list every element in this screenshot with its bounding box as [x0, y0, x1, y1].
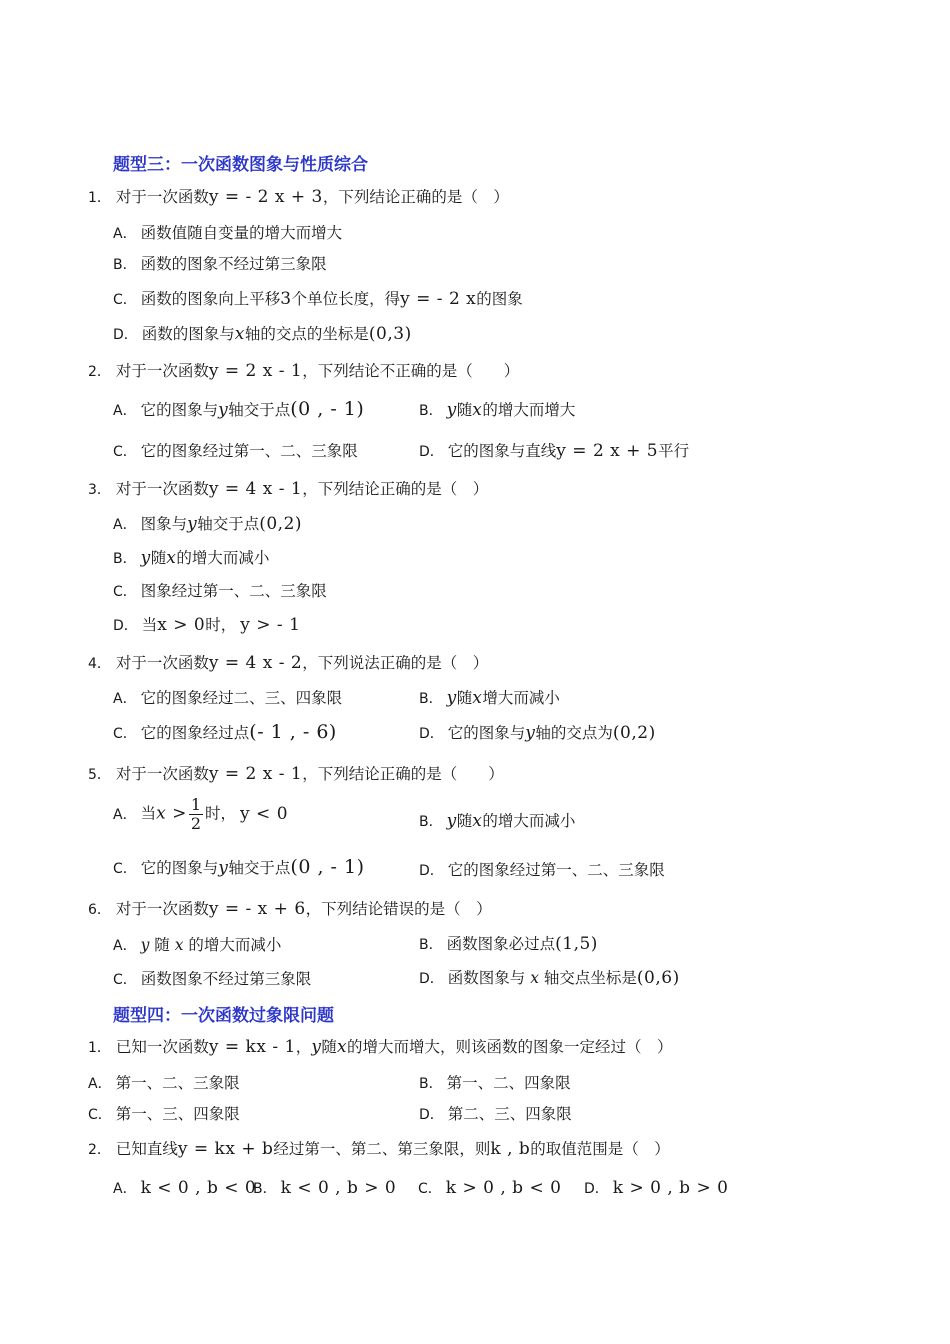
- option-expression: k < 0 , b > 0: [280, 1178, 397, 1198]
- function-expression: y = - 2 x + 3: [208, 187, 323, 207]
- q5-option-d[interactable]: [419, 858, 665, 880]
- option-label: C．: [418, 1181, 442, 1197]
- q5-option-c[interactable]: [113, 856, 365, 878]
- q3-option-d[interactable]: [113, 613, 300, 635]
- option-label: C．: [113, 861, 137, 877]
- option-text: 函数的图象与: [141, 325, 235, 343]
- option-text: 的增大而减小: [183, 936, 282, 954]
- question-7: [88, 1035, 673, 1057]
- question-stem-post: ，下列结论错误的是（ ）: [305, 900, 492, 918]
- question-number: 1．: [88, 1040, 111, 1056]
- option-text: 轴的交点为: [535, 724, 613, 742]
- question-stem-post: 的取值范围是（ ）: [530, 1140, 670, 1158]
- option-text: 轴交于点: [228, 401, 291, 419]
- option-text: 它的图象经过第一、二、三象限: [447, 861, 665, 879]
- option-text: 的增大而增大: [482, 401, 576, 419]
- option-text: 平行: [658, 442, 690, 460]
- q1-option-d[interactable]: [113, 322, 412, 344]
- option-text: 增大而减小: [482, 689, 560, 707]
- question-4: [88, 651, 488, 673]
- question-number: 2．: [88, 364, 111, 380]
- option-text: 时，: [205, 804, 237, 823]
- function-expression: y = 4 x - 1: [208, 479, 303, 499]
- q5-option-b[interactable]: [419, 809, 575, 831]
- option-text: 函数图象与: [447, 969, 531, 987]
- question-stem-post: ，下列说法正确的是（ ）: [302, 654, 489, 672]
- question-stem-text: 经过第一、第二、第三象限，则: [273, 1140, 491, 1158]
- function-expression: y = kx + b: [177, 1139, 274, 1159]
- option-expression: (0,3): [368, 324, 412, 344]
- question-number: 1．: [88, 190, 111, 206]
- function-expression: y = - x + 6: [208, 899, 306, 919]
- option-expression: (0,2): [259, 514, 303, 534]
- option-text: 轴的交点的坐标是: [244, 325, 369, 343]
- q4-option-b[interactable]: [419, 686, 560, 708]
- option-label: C．: [113, 444, 137, 460]
- option-text: 图象经过第一、二、三象限: [140, 582, 327, 600]
- function-expression: y = kx - 1: [208, 1037, 296, 1057]
- q4-option-c[interactable]: [113, 721, 337, 743]
- section-heading-3: 题型三：一次函数图象与性质综合: [113, 155, 368, 175]
- option-label: D．: [113, 618, 138, 634]
- option-expression: y < 0: [240, 803, 289, 824]
- option-text: 第一、二、三象限: [115, 1074, 240, 1092]
- option-text: 它的图象经过第一、二、三象限: [140, 442, 358, 460]
- variable-y: y: [525, 723, 536, 743]
- q1-option-c[interactable]: [113, 287, 523, 309]
- variable-x: x: [174, 936, 184, 954]
- option-label: D．: [419, 971, 444, 987]
- option-text: 它的图象经过点: [140, 724, 250, 742]
- q2-option-a[interactable]: [113, 398, 364, 420]
- option-text: 轴交于点: [228, 859, 291, 877]
- question-stem-pre: 对于一次函数: [115, 188, 209, 206]
- option-label: B．: [419, 691, 443, 707]
- option-label: C．: [113, 584, 137, 600]
- option-expression: k > 0 , b < 0: [445, 1178, 562, 1198]
- q7-option-c[interactable]: [88, 1102, 240, 1124]
- question-2: [88, 359, 519, 381]
- option-text: 个单位长度，得: [291, 290, 401, 308]
- question-stem-post: ，下列结论正确的是（ ）: [302, 765, 504, 783]
- q4-option-a[interactable]: [113, 686, 342, 708]
- option-expression: (1,5): [555, 934, 598, 954]
- q3-option-c[interactable]: [113, 579, 327, 601]
- option-label: B．: [419, 937, 443, 953]
- q6-option-a[interactable]: [113, 933, 281, 955]
- option-expression: (0,6): [636, 968, 680, 988]
- option-expression: k > 0 , b > 0: [612, 1178, 729, 1198]
- question-number: 6．: [88, 902, 111, 918]
- option-label: B．: [253, 1181, 277, 1197]
- variable-y: y: [218, 858, 229, 878]
- option-label: A．: [113, 1181, 137, 1197]
- option-text: 的增大而减小: [176, 549, 270, 567]
- option-label: A．: [113, 226, 137, 242]
- option-label: A．: [88, 1076, 112, 1092]
- option-label: D．: [419, 444, 444, 460]
- q2-option-b[interactable]: [419, 398, 575, 420]
- question-6: [88, 897, 492, 919]
- q1-option-b[interactable]: [113, 252, 327, 274]
- question-stem-text: ，: [295, 1038, 312, 1056]
- fraction-numerator: 1: [190, 795, 202, 814]
- option-text: 函数图象必过点: [446, 935, 556, 953]
- option-expression: k < 0 , b < 0: [140, 1178, 257, 1198]
- variable-y: y: [140, 548, 151, 568]
- option-label: A．: [113, 517, 137, 533]
- option-expression: (0 , - 1): [290, 398, 365, 420]
- variable-x: x: [530, 969, 539, 987]
- option-text: 时，: [205, 616, 237, 634]
- question-stem-pre: 对于一次函数: [115, 654, 209, 672]
- option-label: C．: [113, 292, 137, 308]
- fraction-denominator: 2: [190, 814, 202, 833]
- question-number: 4．: [88, 656, 111, 672]
- q4-option-d[interactable]: [419, 721, 656, 743]
- option-label: D．: [419, 1107, 444, 1123]
- option-text: 它的图象与: [140, 859, 219, 877]
- option-text: 随: [150, 549, 167, 567]
- q6-option-d[interactable]: [419, 966, 680, 988]
- option-text: 它的图象与: [140, 401, 219, 419]
- option-label: D．: [419, 863, 444, 879]
- variable-x: x: [472, 811, 483, 831]
- q1-option-a[interactable]: [113, 221, 342, 243]
- variable-y: y: [140, 936, 150, 954]
- option-label: C．: [88, 1107, 112, 1123]
- option-text: 第二、三、四象限: [447, 1105, 572, 1123]
- option-text: 的增大而减小: [482, 812, 576, 830]
- option-label: D．: [584, 1181, 609, 1197]
- variable-y: y: [446, 688, 457, 708]
- q7-option-a[interactable]: [88, 1071, 240, 1093]
- option-label: D．: [113, 327, 138, 343]
- section-heading-4: 题型四：一次函数过象限问题: [113, 1006, 334, 1026]
- option-text: 函数值随自变量的增大而增大: [140, 224, 343, 242]
- variable-x: x >: [156, 803, 187, 824]
- option-text: 函数图象不经过第三象限: [140, 970, 312, 988]
- question-stem-pre: 已知一次函数: [115, 1038, 209, 1056]
- question-stem-post: 的增大而增大，则该函数的图象一定经过（ ）: [347, 1038, 673, 1056]
- option-text: 它的图象与: [447, 724, 526, 742]
- option-label: A．: [113, 403, 137, 419]
- option-text: 轴交于点: [197, 515, 260, 533]
- option-label: C．: [113, 726, 137, 742]
- option-text: 函数的图象向上平移: [140, 290, 281, 308]
- q8-option-b[interactable]: [253, 1178, 396, 1198]
- option-text: 的图象: [476, 290, 523, 308]
- option-number: 3: [280, 289, 292, 309]
- question-stem-text: 随: [321, 1038, 337, 1056]
- option-expression: y = 2 x + 5: [556, 441, 659, 461]
- variable-x: x: [166, 548, 177, 568]
- option-label: B．: [113, 551, 137, 567]
- question-stem-post: ，下列结论正确的是（ ）: [322, 188, 509, 206]
- question-1: [88, 185, 509, 207]
- variable-y: y: [218, 400, 229, 420]
- q7-option-b[interactable]: [419, 1071, 571, 1093]
- q3-option-a[interactable]: [113, 512, 302, 534]
- q2-option-d[interactable]: [419, 439, 689, 461]
- question-stem-post: ，下列结论正确的是（ ）: [302, 480, 489, 498]
- option-text: 随: [456, 401, 473, 419]
- q8-option-d[interactable]: [584, 1178, 728, 1198]
- option-text: 随: [456, 689, 473, 707]
- option-label: A．: [113, 806, 137, 823]
- option-text: 它的图象与直线: [447, 442, 557, 460]
- option-text: 轴交点坐标是: [538, 969, 637, 987]
- option-text: 图象与: [140, 515, 188, 533]
- option-label: A．: [113, 938, 137, 954]
- variable-x: x: [472, 688, 483, 708]
- option-expression: x > 0: [157, 615, 206, 635]
- variable-x: x: [472, 400, 483, 420]
- option-text: 随: [456, 812, 473, 830]
- variable-y: y: [446, 400, 457, 420]
- question-stem-pre: 对于一次函数: [115, 480, 209, 498]
- fraction-one-half: [189, 796, 203, 833]
- question-stem-pre: 已知直线: [115, 1140, 178, 1158]
- function-expression: y = 4 x - 2: [208, 653, 303, 673]
- variable-y: y: [311, 1037, 322, 1057]
- variables-kb: k , b: [490, 1139, 531, 1159]
- option-label: B．: [419, 1076, 443, 1092]
- variable-x: x: [234, 324, 245, 344]
- question-stem-pre: 对于一次函数: [115, 765, 209, 783]
- function-expression: y = 2 x - 1: [208, 361, 303, 381]
- option-label: B．: [419, 403, 443, 419]
- question-number: 2．: [88, 1142, 111, 1158]
- option-expression: (0,2): [612, 723, 656, 743]
- q8-option-c[interactable]: [418, 1178, 561, 1198]
- question-8: [88, 1137, 670, 1159]
- option-text: 函数的图象不经过第三象限: [140, 255, 327, 273]
- q6-option-c[interactable]: [113, 967, 311, 989]
- q7-option-d[interactable]: [419, 1102, 572, 1124]
- q6-option-b[interactable]: [419, 932, 598, 954]
- option-text: 随: [149, 936, 175, 954]
- option-expression: y = - 2 x: [400, 289, 477, 309]
- question-5: [88, 762, 504, 784]
- variable-x: x: [336, 1037, 348, 1057]
- q2-option-c[interactable]: [113, 439, 358, 461]
- q5-option-a[interactable]: [113, 796, 288, 833]
- option-expression: (- 1 , - 6): [249, 721, 337, 743]
- option-label: D．: [419, 726, 444, 742]
- question-number: 3．: [88, 482, 111, 498]
- variable-y: y: [446, 811, 457, 831]
- option-expression: y > - 1: [240, 615, 301, 635]
- option-text: 第一、二、四象限: [446, 1074, 571, 1092]
- option-text: 第一、三、四象限: [115, 1105, 240, 1123]
- option-text: 它的图象经过二、三、四象限: [140, 689, 343, 707]
- option-text: 当: [140, 804, 157, 823]
- option-label: B．: [419, 814, 443, 830]
- q8-option-a[interactable]: [113, 1178, 256, 1198]
- variable-y: y: [187, 514, 198, 534]
- question-3: [88, 477, 488, 499]
- option-text: 当: [141, 616, 158, 634]
- option-label: A．: [113, 691, 137, 707]
- function-expression: y = 2 x - 1: [208, 764, 303, 784]
- option-label: C．: [113, 972, 137, 988]
- question-stem-post: ，下列结论不正确的是（ ）: [302, 362, 520, 380]
- option-expression: (0 , - 1): [290, 856, 365, 878]
- option-label: B．: [113, 257, 137, 273]
- q3-option-b[interactable]: [113, 546, 269, 568]
- question-number: 5．: [88, 767, 111, 783]
- question-stem-pre: 对于一次函数: [115, 900, 209, 918]
- question-stem-pre: 对于一次函数: [115, 362, 209, 380]
